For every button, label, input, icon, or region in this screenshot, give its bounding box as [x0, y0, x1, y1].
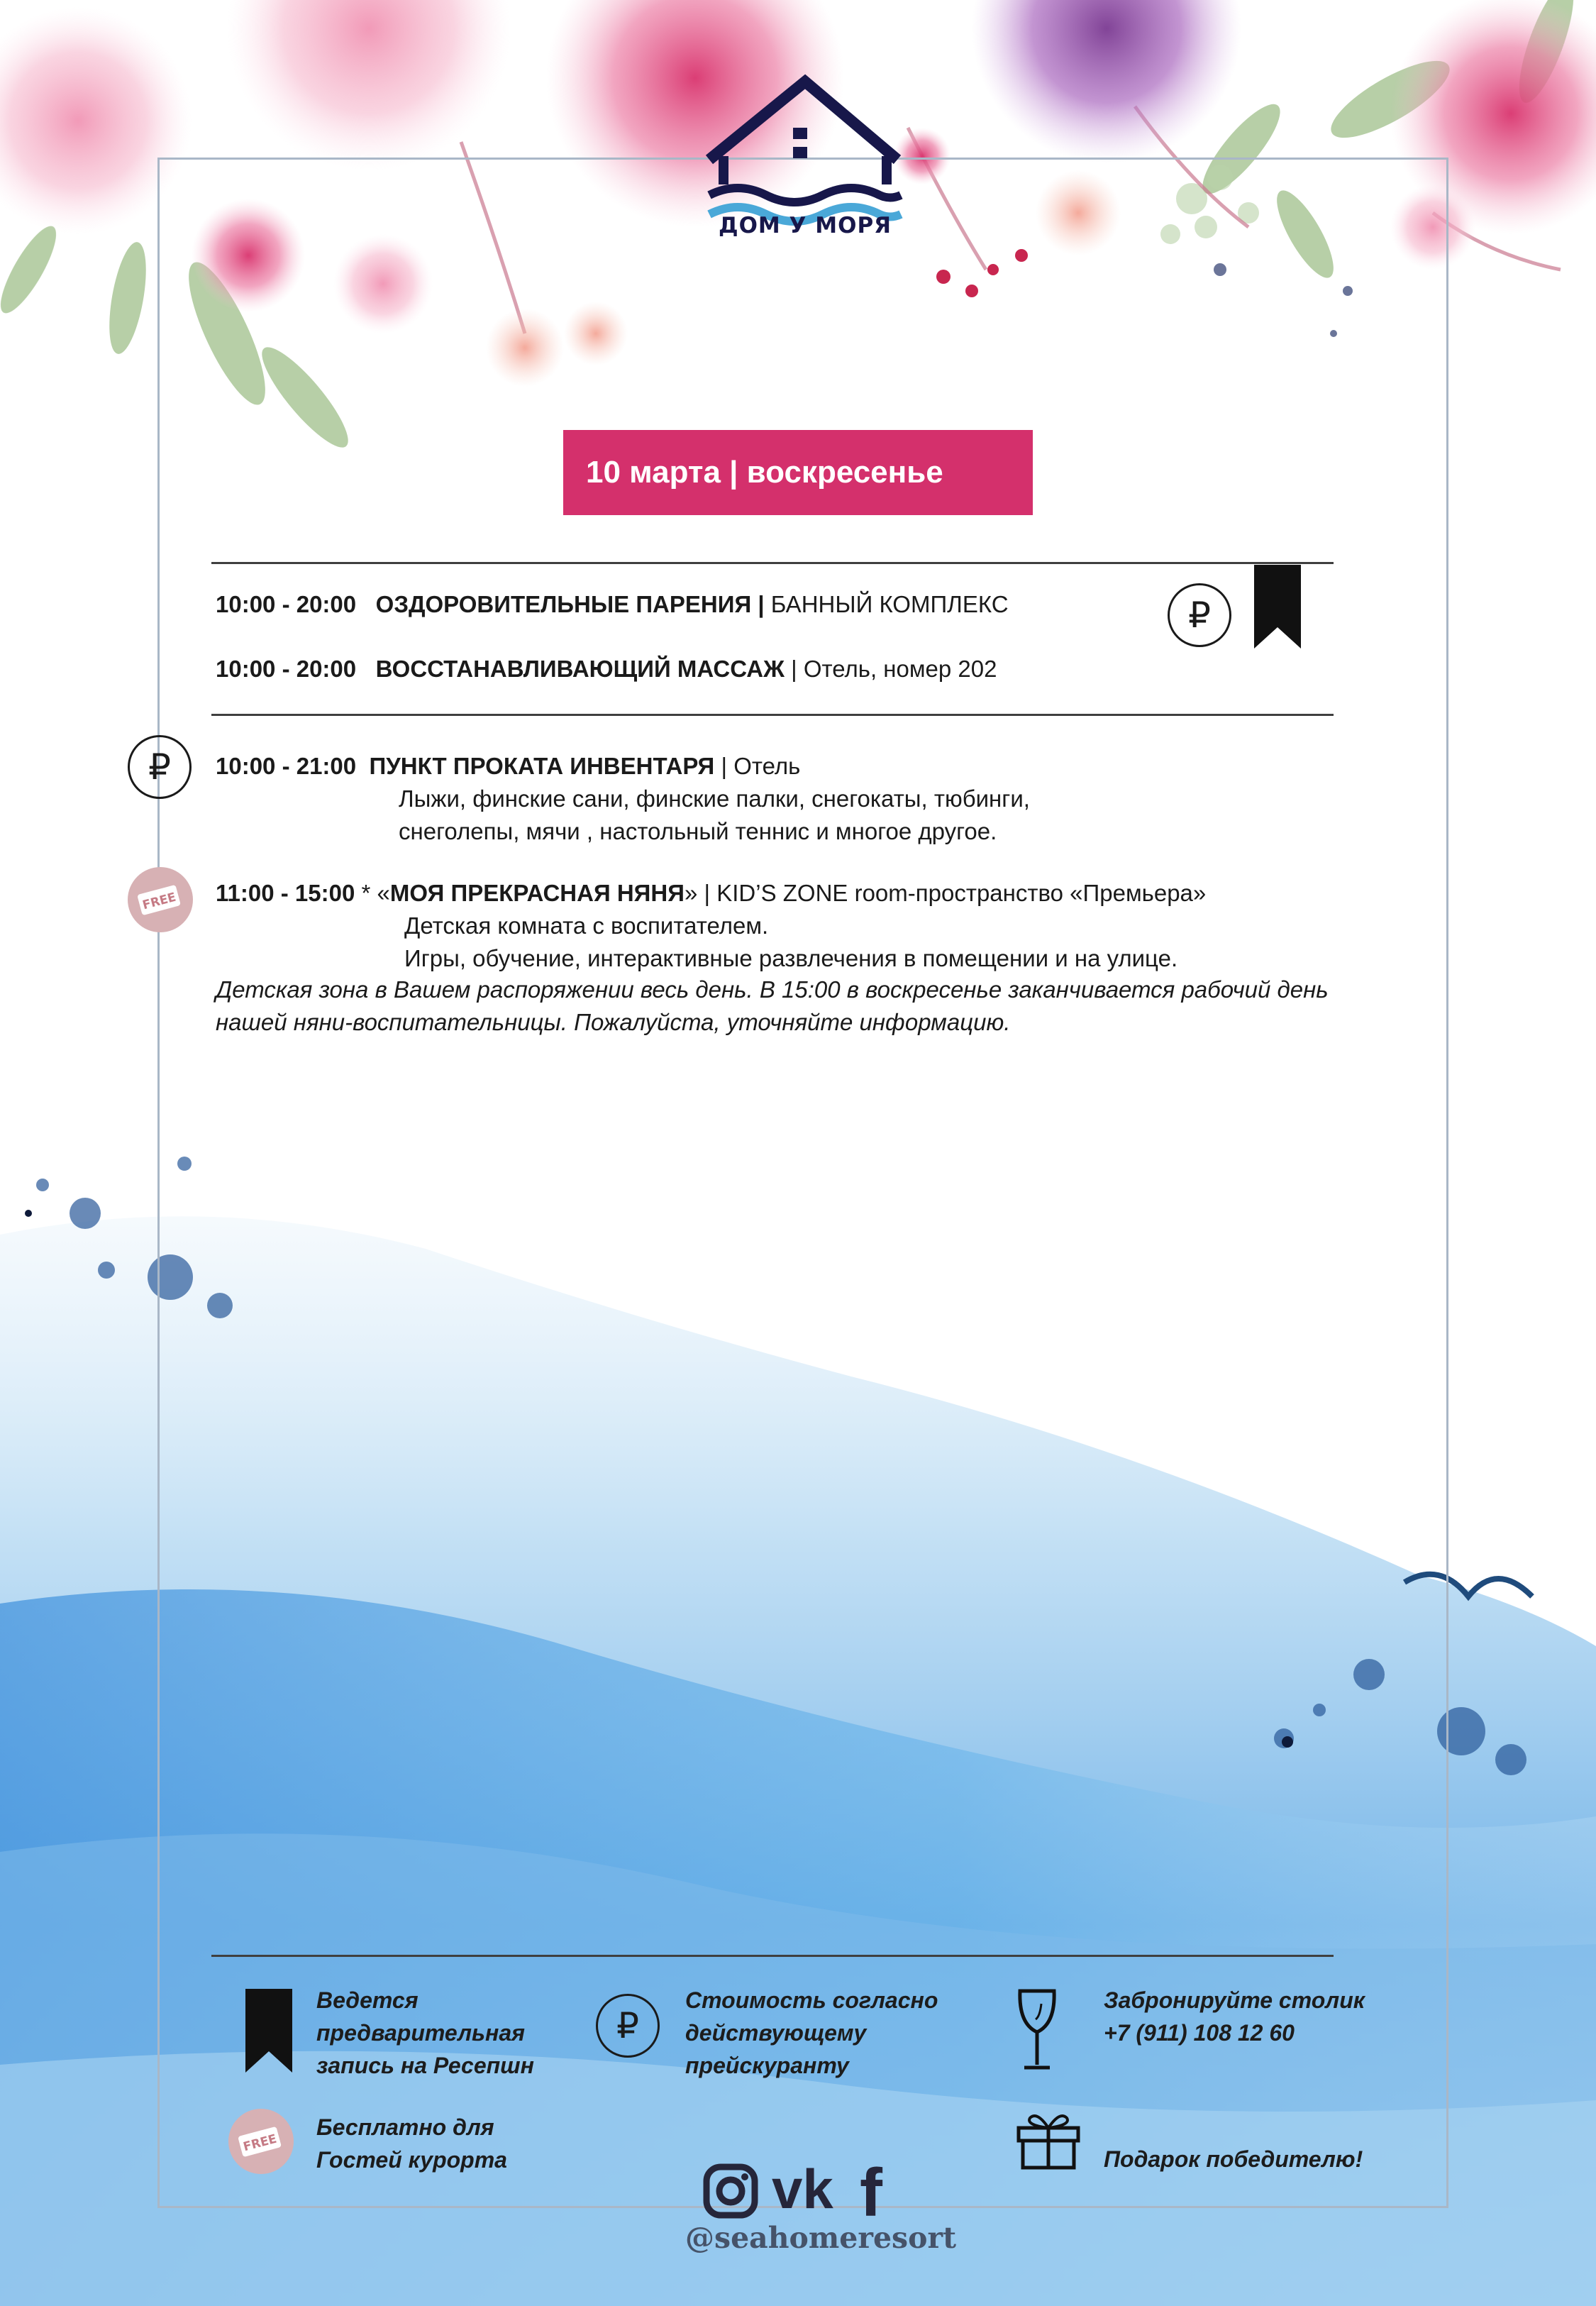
event-title: ОЗДОРОВИТЕЛЬНЫЕ ПАРЕНИЯ | [375, 591, 765, 617]
event-place: БАННЫЙ КОМПЛЕКС [764, 591, 1009, 617]
svg-text:FREE: FREE [140, 890, 178, 913]
divider-legend [211, 1955, 1334, 1957]
bookmark-icon [1254, 565, 1301, 649]
ruble-icon: ₽ [1168, 583, 1231, 647]
bookmark-icon [245, 1989, 292, 2073]
event-place: | Отель, номер 202 [784, 656, 997, 682]
legend-table: Забронируйте столик +7 (911) 108 12 60 [1104, 1987, 1365, 2046]
event-title: МОЯ ПРЕКРАСНАЯ НЯНЯ [389, 880, 685, 906]
legend-booking: Ведется предварительная запись на Ресепшн [316, 1987, 534, 2078]
date-banner: 10 марта | воскресенье [563, 430, 1033, 515]
event-place: » | KID’S ZONE room-пространство «Премьера» [684, 880, 1207, 906]
ruble-icon: ₽ [128, 735, 192, 799]
rental-description: снеголепы, мячи , настольный теннис и многое другое. [399, 818, 997, 844]
legend-price: Стоимость согласно действующему прейскуранту [685, 1987, 938, 2078]
free-badge-icon [227, 2107, 295, 2175]
social-handle[interactable]: @seahomeresort [685, 2221, 957, 2255]
event-time: 11:00 - 15:00 [216, 880, 355, 906]
nanny-note: Детская зона в Вашем распоряжении весь день. В 15:00 в воскресенье заканчивается рабочий день [216, 976, 1329, 1003]
nanny-note: нашей няни-воспитательницы. Пожалуйста, уточняйте информацию. [216, 1009, 1011, 1035]
divider-top [211, 562, 1334, 564]
nanny-description: Детская комната с воспитателем. [404, 912, 769, 939]
event-time: 10:00 - 20:00 [216, 656, 357, 682]
wine-glass-icon [1016, 1988, 1058, 2073]
event-steaming [216, 588, 1009, 621]
event-title: ПУНКТ ПРОКАТА ИНВЕНТАРЯ [369, 753, 715, 779]
ruble-icon: ₽ [596, 1994, 660, 2058]
legend-gift: Подарок победителю! [1104, 2146, 1363, 2172]
rental-description: Лыжи, финские сани, финские палки, снегокаты, тюбинги, [399, 785, 1030, 812]
event-nanny: 11:00 - 15:00 * «МОЯ ПРЕКРАСНАЯ НЯНЯ» | KID’S ZONE room-пространство «Премьера» [216, 880, 1207, 906]
nanny-description: Игры, обучение, интерактивные развлечения в помещении и на улице. [404, 945, 1178, 971]
instagram-icon[interactable] [702, 2163, 759, 2219]
event-place: | Отель [714, 753, 801, 779]
free-badge-icon [126, 866, 194, 934]
event-rental [216, 750, 800, 783]
logo-text: ДОМ У МОРЯ [718, 213, 892, 238]
vk-icon[interactable]: vk [772, 2158, 833, 2220]
event-time: 10:00 - 21:00 [216, 753, 357, 779]
legend-free: Бесплатно для Гостей курорта [316, 2114, 507, 2173]
facebook-icon[interactable]: f [860, 2155, 882, 2231]
event-massage [216, 653, 997, 685]
svg-text:FREE: FREE [241, 2131, 279, 2155]
event-title: ВОССТАНАВЛИВАЮЩИЙ МАССАЖ [375, 656, 785, 682]
gift-icon [1016, 2111, 1081, 2170]
event-time: 10:00 - 20:00 [216, 591, 357, 617]
divider-middle [211, 714, 1334, 716]
